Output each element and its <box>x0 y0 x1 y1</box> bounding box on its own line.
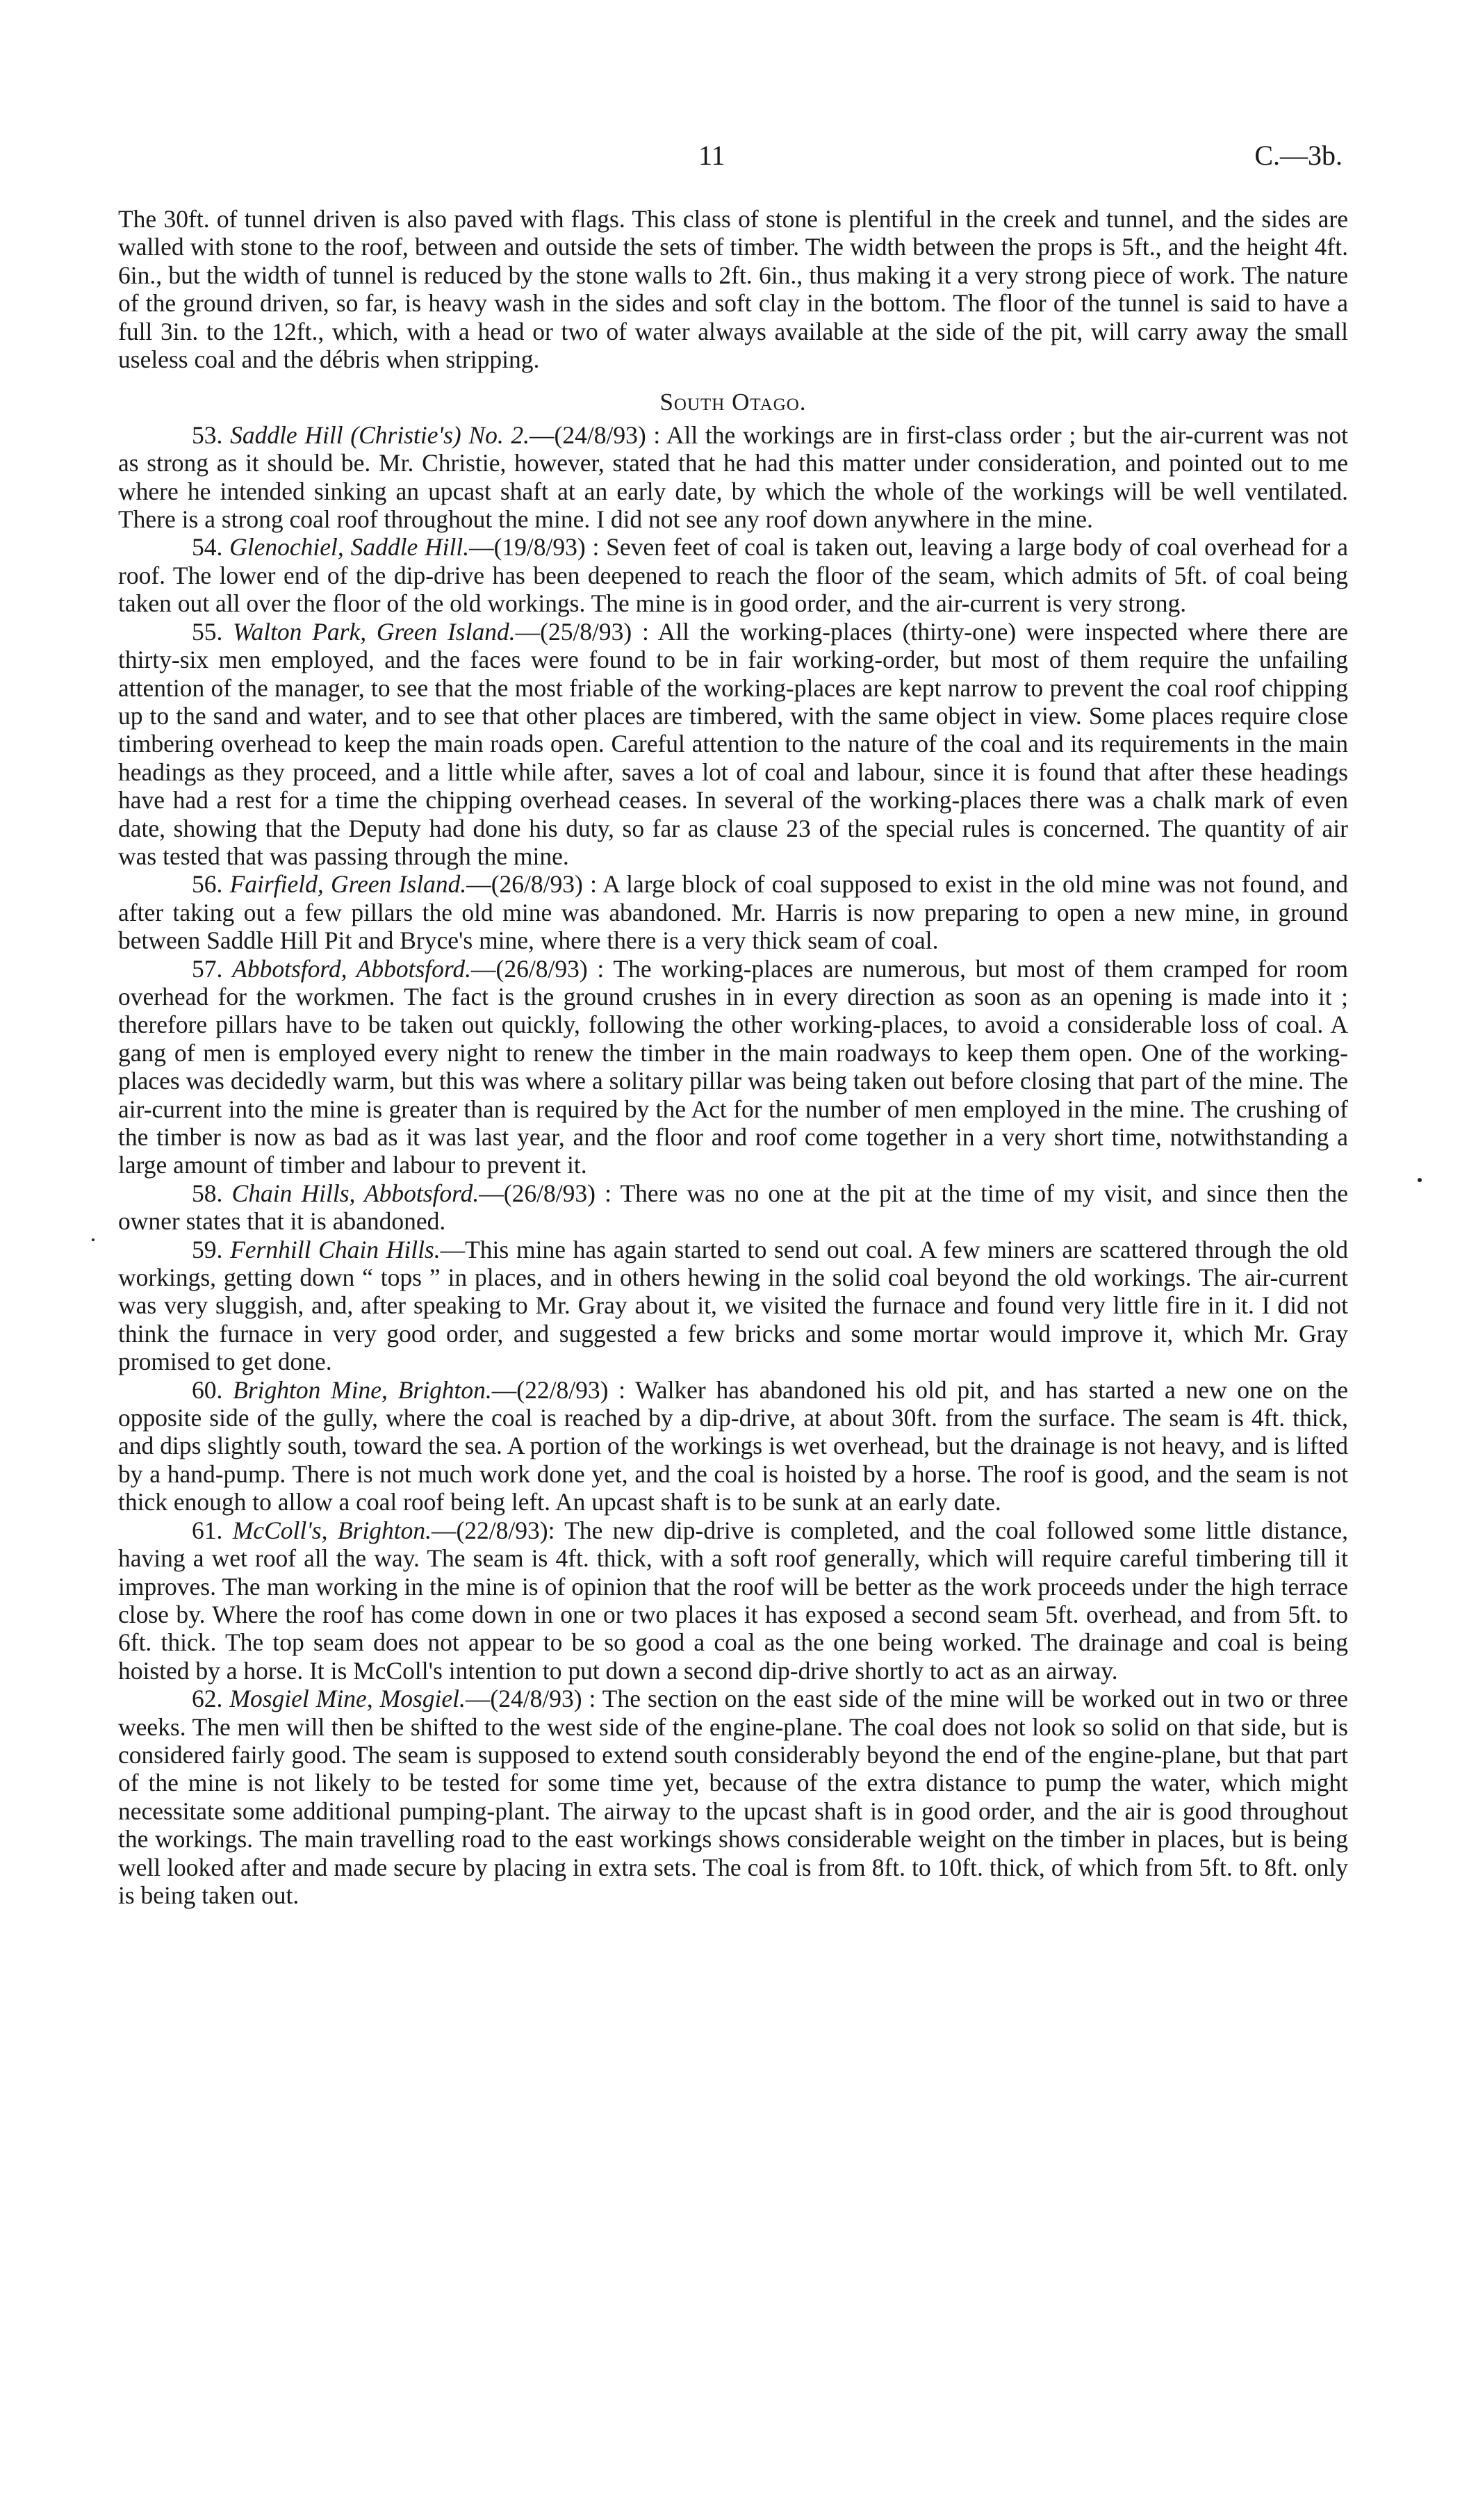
intro-paragraph: The 30ft. of tunnel driven is also paved with flags. This class of stone is plentiful in the creek and tunnel, and the sides are walled with stone to the roof, between and outside the sets of timber. The width between the props is 5ft., and the height 4ft. 6in., but the width of tunnel is reduced by the stone walls to 2ft. 6in., thus making it a very strong piece of work. The nature of the ground driven, so far, is heavy wash in the sides and soft clay in the bottom. The floor of the tunnel is said to have a full 3in. to the 12ft., which, with a head or two of water always available at the side of the pit, will carry away the small useless coal and the débris when stripping. <box>118 205 1348 374</box>
entry-number: 58. <box>192 1179 223 1207</box>
entry-number: 59. <box>192 1235 223 1263</box>
entry-paragraph <box>118 1236 1348 1376</box>
entry-number: 62. <box>192 1685 223 1713</box>
entry-title: Chain Hills, Abbotsford. <box>231 1179 479 1207</box>
entry-text: —(22/8/93) : Walker has abandoned his old pit, and has started a new one on the opposite side of the gully, where the coal is reached by a dip-drive, at about 30ft. from the surface. The seam is 4ft. thick, and dips slightly south, toward the sea. A portion of the workings is wet overhead, but the drainage is not heavy, and is lifted by a hand-pump. There is not much work done yet, and the coal is hoisted by a horse. The roof is good, and the seam is not thick enough to allow a coal roof being left. An upcast shaft is to be sunk at an early date. <box>118 1375 1349 1516</box>
entry-title: Brighton Mine, Brighton. <box>233 1375 492 1404</box>
document-reference: C.—3b. <box>1254 140 1343 171</box>
entry-number: 55. <box>192 617 223 646</box>
entry-number: 61. <box>192 1516 223 1544</box>
entry-paragraph <box>118 1179 1348 1236</box>
entry-paragraph <box>118 870 1348 954</box>
entry-text: —(24/8/93) : The section on the east side of the mine will be worked out in two or three weeks. The men will then be shifted to the west side of the engine-plane. The coal does not look so solid on that side, but is considered fairly good. The seam is supposed to extend south considerably beyond the end of the engine-plane, but that part of the mine is not likely to be tested for some time yet, because of the extra distance to pump the water, which might necessitate some additional pumping-plant. The airway to the upcast shaft is in good order, and the air is good throughout the workings. The main travelling road to the east workings shows considerable weight on the timber in places, but is being well looked after and made secure by placing in extra sets. The coal is from 8ft. to 10ft. thick, of which from 5ft. to 8ft. only is being taken out. <box>118 1685 1349 1909</box>
page-header <box>0 139 1469 181</box>
entry-text: —This mine has again started to send out coal. A few miners are scattered through the old workings, getting down “ tops ” in places, and in others hewing in the solid coal beyond the old workings. The air-current was very sluggish, and, after speaking to Mr. Gray about it, we visited the furnace and found very little fire in it. I did not think the furnace in very good order, and suggested a few bricks and some mortar would improve it, which Mr. Gray promised to get done. <box>118 1235 1348 1376</box>
page-number: 11 <box>698 140 725 171</box>
entry-title: Abbotsford, Abbotsford. <box>232 954 472 983</box>
section-heading: South Otago. <box>659 388 807 416</box>
entry-title: Fairfield, Green Island. <box>229 870 467 899</box>
entry-paragraph <box>118 1376 1348 1516</box>
margin-dot <box>1418 1178 1422 1182</box>
entry-title: Glenochiel, Saddle Hill. <box>229 533 470 562</box>
entry-paragraph <box>118 421 1348 534</box>
entry-number: 60. <box>192 1375 223 1404</box>
entry-text: —(26/8/93) : There was no one at the pit at the time of my visit, and since then the owner states that it is abandoned. <box>118 1179 1349 1236</box>
entry-paragraph <box>118 533 1348 617</box>
entry-title: McColl's, Brighton. <box>232 1516 432 1544</box>
entry-title: Fernhill Chain Hills. <box>230 1235 441 1263</box>
entry-number: 56. <box>192 870 223 899</box>
entry-text: —(22/8/93): The new dip-drive is completed, and the coal followed some little distance, having a wet roof all the way. The seam is 4ft. thick, with a soft roof generally, which will require careful timbering till it improves. The man working in the mine is of opinion that the roof will be better as the work proceeds under the high terrace close by. Where the roof has come down in one or two places it has exposed a second seam 5ft. overhead, and from 5ft. to 6ft. thick. The top seam does not appear to be so good a coal as the one being worked. The drainage and coal is being hoisted by a horse. It is McColl's intention to put down a second dip-drive shortly to act as an airway. <box>118 1516 1348 1685</box>
entry-number: 54. <box>192 533 223 562</box>
entry-text: —(25/8/93) : All the working-places (thirty-one) were inspected where there are thirty-six men employed, and the faces were found to be in fair working-order, but most of them require the unfailing attention of the manager, to see that the most friable of the working-places are kept narrow to prevent the coal roof chipping up to the sand and water, and to see that other places are timbered, with the same object in view. Some places require close timbering overhead to keep the main roads open. Careful attention to the nature of the coal and its requirements in the main headings as they proceed, and a little while after, saves a lot of coal and labour, since it is found that after these headings have had a rest for a time the chipping overhead ceases. In several of the working-places there was a chalk mark of even date, showing that the Deputy had done his duty, so far as clause 23 of the special rules is concerned. The quantity of air was tested that was passing through the mine. <box>118 617 1348 870</box>
entry-text: —(24/8/93) : All the workings are in first-class order ; but the air-current was not as strong as it should be. Mr. Christie, however, stated that he had this matter under consideration, and pointed out to me where he intended sinking an upcast shaft at an early date, by which the whole of the workings will be well ventilated. There is a strong coal roof throughout the mine. I did not see any roof down anywhere in the mine. <box>118 420 1349 534</box>
entry-paragraph <box>118 1685 1348 1909</box>
entry-text: —(26/8/93) : A large block of coal supposed to exist in the old mine was not found, and after taking out a few pillars the old mine was abandoned. Mr. Harris is now preparing to open a new mine, in ground between Saddle Hill Pit and Bryce's mine, where there is a very thick seam of coal. <box>118 870 1349 955</box>
entry-paragraph <box>118 955 1348 1179</box>
entry-title: Mosgiel Mine, Mosgiel. <box>229 1685 466 1713</box>
entry-title: Walton Park, Green Island. <box>233 617 516 646</box>
page-body <box>118 205 1348 1909</box>
entry-text: —(26/8/93) : The working-places are numerous, but most of them cramped for room overhead for the workmen. The fact is the ground crushes in in every direction as soon as an opening is made into it ; therefore pillars have to be taken out quickly, following the other working-places, to avoid a considerable loss of coal. A gang of men is employed every night to renew the timber in the main roadways to keep them open. One of the working-places was decidedly warm, but this was where a solitary pillar was being taken out before closing that part of the mine. The air-current into the mine is greater than is required by the Act for the number of men employed in the mine. The crushing of the timber is now as bad as it was last year, and the floor and roof come together in a very short time, notwithstanding a large amount of timber and labour to prevent it. <box>118 954 1348 1179</box>
margin-dot <box>92 1238 95 1241</box>
entry-paragraph <box>118 618 1348 871</box>
entry-text: —(19/8/93) : Seven feet of coal is taken out, leaving a large body of coal overhead for a roof. The lower end of the dip-drive has been deepened to reach the floor of the seam, which admits of 5ft. of coal being taken out all over the floor of the old workings. The mine is in good order, and the air-current is very strong. <box>118 533 1349 618</box>
entry-paragraph <box>118 1516 1348 1685</box>
entry-number: 53. <box>192 420 223 449</box>
entry-number: 57. <box>192 954 223 983</box>
entry-title: Saddle Hill (Christie's) No. 2. <box>230 420 530 449</box>
